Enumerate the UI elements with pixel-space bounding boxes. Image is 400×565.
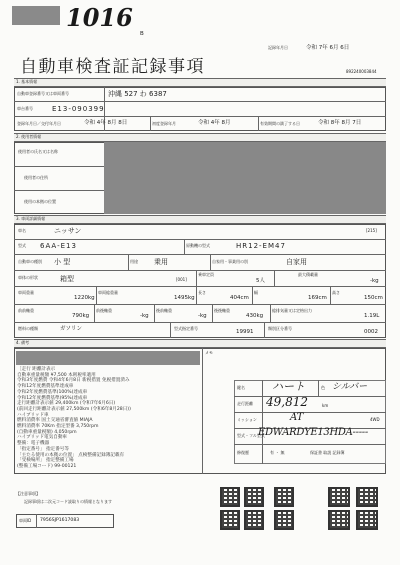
note-line: 令和3年度燃費 令和4年6月8日 新税措置 免税措置済み bbox=[17, 378, 130, 384]
section-vehicle: 3. 車両詳細情報 bbox=[16, 216, 46, 221]
qr-code-1 bbox=[220, 487, 240, 507]
notes-list bbox=[17, 367, 201, 470]
letter-b: B bbox=[140, 31, 144, 37]
section-basic: 1. 基本情報 bbox=[16, 79, 38, 84]
qr-code-4 bbox=[328, 487, 350, 507]
weight-value: 1220kg bbox=[74, 295, 95, 301]
first-year-label: 初度登録年月 bbox=[152, 121, 176, 126]
body-value: 箱型 bbox=[60, 275, 74, 283]
owner-label: 使用者の氏名又は名称 bbox=[18, 149, 58, 154]
qr-code-10 bbox=[356, 510, 378, 530]
model-full-label: 型式・フル型式 bbox=[237, 433, 265, 438]
color-value: シルバー bbox=[332, 382, 368, 392]
gross-label: 車両総重量 bbox=[98, 290, 118, 295]
private-label: 自家用・事業用の別 bbox=[212, 259, 248, 264]
section-notes: 4. 備考 bbox=[16, 340, 30, 345]
redacted-notes bbox=[16, 351, 200, 365]
note-line: 令和12年度燃費基準(95%)達成車 bbox=[17, 395, 88, 401]
model-value: 6AA-E13 bbox=[40, 242, 77, 250]
class-label: 類別区分番号 bbox=[268, 326, 292, 331]
rear2-value: 430kg bbox=[246, 313, 264, 319]
redacted-name bbox=[12, 6, 60, 25]
body-code: [001] bbox=[176, 277, 187, 282]
private-value: 自家用 bbox=[286, 258, 307, 266]
note-line: (前回走行距離計表示値 27,500km (令和6年8月28日)) bbox=[17, 406, 131, 412]
note-line: ［走行 距離計表示 bbox=[17, 367, 56, 372]
document-title: 自動車検査証記録事項 bbox=[20, 57, 205, 77]
chassis-label: 車台番号 bbox=[17, 106, 33, 111]
distance-label: 走行距離 bbox=[237, 401, 253, 406]
repair-options: 有 ・ 無 bbox=[270, 450, 285, 455]
note-line: 走行距離計表示値 29,400km (令和7年6月6日) bbox=[17, 401, 116, 407]
qr-code-3 bbox=[274, 487, 294, 507]
spec-label: 型式指定番号 bbox=[174, 326, 198, 331]
km-value: 49,812 bbox=[266, 395, 308, 409]
record-notes: 保証書 取説 記録簿 bbox=[310, 450, 345, 455]
reg-value: 沖縄 527 わ 6387 bbox=[108, 90, 167, 98]
memo-label: メモ bbox=[205, 350, 213, 355]
expiry-value: 令和 8年 8月 7日 bbox=[318, 120, 362, 126]
spec-value: 19991 bbox=[236, 329, 254, 335]
qr-code-6 bbox=[220, 510, 240, 530]
weight-label: 車両重量 bbox=[18, 290, 34, 295]
base-label: 使用の本拠の位置 bbox=[24, 199, 56, 204]
record-date-label: 記録年月日 bbox=[268, 45, 288, 50]
displacement-value: 1.19L bbox=[364, 313, 380, 319]
qr-code-9 bbox=[328, 510, 350, 530]
first-reg-label: 登録年月日／交付年月日 bbox=[17, 121, 61, 126]
qr-code-5 bbox=[356, 487, 378, 507]
notice-text: 記録事項は二次元コード読取りの情報となります bbox=[24, 499, 112, 504]
gross-value: 1495kg bbox=[174, 295, 195, 301]
front2-value: -kg bbox=[140, 313, 149, 319]
record-date: 令和 7年 6月 6日 bbox=[306, 45, 350, 51]
body-label: 車体の形状 bbox=[18, 275, 38, 280]
height-label: 高さ bbox=[332, 290, 340, 295]
front2-label: 前後軸重 bbox=[96, 308, 112, 313]
vehicle-id-value: 7956SJP1617083 bbox=[40, 518, 80, 523]
front-label: 前前軸重 bbox=[18, 308, 34, 313]
chassis-value: E13-090399 bbox=[52, 105, 105, 113]
qr-code-7 bbox=[244, 510, 264, 530]
address-label: 使用者の住所 bbox=[24, 175, 48, 180]
rear-label: 後前軸重 bbox=[156, 308, 172, 313]
rear2-label: 後後軸重 bbox=[214, 308, 230, 313]
section-user: 2. 使用者情報 bbox=[16, 134, 42, 139]
handwritten-number: 1016 bbox=[66, 3, 133, 32]
note-line: 自動車重量税額 ¥7,500 本則税率適用 bbox=[17, 372, 96, 378]
width-value: 169cm bbox=[308, 295, 327, 301]
note-line: 令和12年度燃費基準達成車 bbox=[17, 384, 74, 390]
model-full-value: EDWARDYE13HDA----- bbox=[258, 427, 368, 438]
note-line: 「指定番号」 指定番号等 bbox=[17, 446, 69, 452]
redacted-user-info bbox=[104, 142, 386, 214]
mission-value: AT bbox=[290, 412, 304, 423]
notice-label: 【注意事項】 bbox=[16, 491, 40, 496]
mission-label: ミッション bbox=[237, 417, 257, 422]
note-line: ハイブリッド電気自動車 bbox=[17, 435, 68, 441]
type-label: 自動車の種別 bbox=[18, 259, 42, 264]
first-year-value: 令和 4年 8月 bbox=[198, 120, 231, 126]
repair-history-label: 修復歴 bbox=[237, 450, 249, 455]
use-label: 用途 bbox=[130, 259, 138, 264]
width-label: 幅 bbox=[254, 290, 258, 295]
height-value: 150cm bbox=[364, 295, 383, 301]
use-value: 乗用 bbox=[154, 258, 168, 266]
fuel-label: 燃料の種類 bbox=[18, 326, 38, 331]
note-line: 整備：電子機器 bbox=[17, 441, 50, 447]
capacity-label: 乗車定員 bbox=[198, 272, 214, 277]
qr-code-2 bbox=[244, 487, 264, 507]
doc-number: 892240003844 bbox=[346, 69, 377, 74]
displacement-label: 総排気量又は定格出力 bbox=[272, 308, 312, 313]
engine-value: HR12-EM47 bbox=[236, 242, 286, 250]
drive-label: 4WD bbox=[370, 417, 380, 422]
engine-label: 原動機の型式 bbox=[186, 243, 210, 248]
max-load-value: -kg bbox=[370, 278, 379, 284]
class-value: 0002 bbox=[364, 329, 378, 335]
note-line: 「受検場所」 指定整備工場 bbox=[17, 458, 74, 464]
vehicle-id-label: 車両ID bbox=[19, 518, 32, 523]
expiry-label: 有効期間の満了する日 bbox=[260, 121, 300, 126]
km-label: km bbox=[322, 403, 329, 408]
front-value: 790kg bbox=[72, 313, 90, 319]
model-label: 型式 bbox=[18, 243, 26, 248]
capacity-value: 5人 bbox=[256, 278, 265, 284]
name-value: ニッサン bbox=[54, 227, 82, 235]
note-line: 「主たる使用の本拠の位置」 点検整備記録簿記載有 bbox=[17, 452, 125, 458]
note-line: (自動車重量税額) 4,050rpm bbox=[17, 429, 77, 435]
color-label: 色 bbox=[321, 385, 325, 390]
note-line: (整備工場コード) 99-00121 bbox=[17, 463, 77, 469]
note-line: 令和2年度燃費基準(100%)達成車 bbox=[17, 389, 88, 395]
name-code: [215] bbox=[366, 228, 377, 233]
rear-value: -kg bbox=[198, 313, 207, 319]
key-value: ハート bbox=[272, 380, 305, 393]
first-reg-value: 令和 4年 8月 8日 bbox=[84, 120, 128, 126]
qr-code-8 bbox=[274, 510, 294, 530]
note-line: 燃料消費率 国土交通省審査値 MIAJA bbox=[17, 418, 93, 424]
name-label: 車名 bbox=[18, 228, 26, 233]
key-label: 鍵名 bbox=[237, 385, 245, 390]
note-line: 燃料消費率 70Km 指定型番 3,750rpm bbox=[17, 424, 99, 430]
length-label: 長さ bbox=[198, 290, 206, 295]
type-value: 小 型 bbox=[54, 258, 71, 266]
reg-label: 自動車登録番号又は車両番号 bbox=[17, 91, 69, 96]
fuel-value: ガソリン bbox=[60, 326, 83, 332]
length-value: 404cm bbox=[230, 295, 249, 301]
note-line: ハイブリッド車 bbox=[17, 412, 49, 418]
max-load-label: 最大積載量 bbox=[298, 272, 318, 277]
